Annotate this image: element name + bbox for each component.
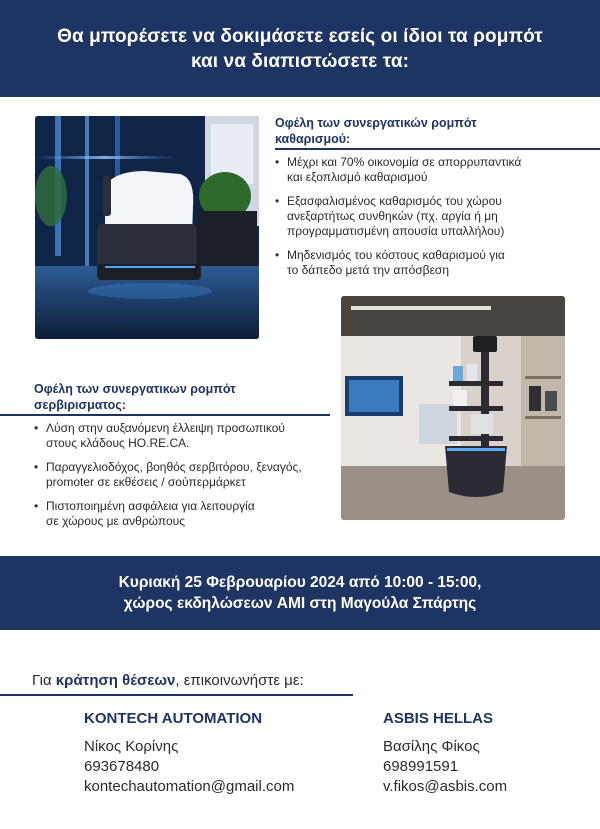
service-robot-photo: [341, 296, 565, 520]
bullet-text: προγραμματισμένη απουσία υπαλλήλου): [287, 224, 505, 238]
contact-highlight: κράτηση θέσεων: [55, 672, 176, 689]
list-item: [34, 460, 339, 490]
company-name: ASBIS HELLAS: [383, 710, 494, 727]
contact-phone[interactable]: 693678480: [84, 758, 160, 775]
contact-phone[interactable]: 698991591: [383, 758, 459, 775]
company-name: KONTECH AUTOMATION: [84, 710, 263, 727]
contact-person: Νίκος Κορίνης: [84, 738, 179, 755]
bullet-text: και εξοπλισμό καθαρισμού: [287, 170, 428, 184]
list-item: [275, 248, 575, 278]
serving-title-line-1: Οφέλη των συνεργατικων ρομπότ: [34, 382, 236, 396]
event-location: χώρος εκδηλώσεων AMI στη Μαγούλα Σπάρτης: [123, 595, 477, 612]
serving-title-underline: [0, 414, 330, 416]
serving-benefits-list: [34, 421, 339, 538]
bullet-text: • Μηδενισμός του κόστους καθαρισμού για: [287, 248, 505, 262]
bullet-text: • Εξασφαλισμένος καθαρισμός του χώρου: [287, 194, 502, 208]
bullet-text: • Πιστοποιημένη ασφάλεια για λειτουργία: [46, 499, 255, 513]
list-item: [34, 421, 339, 451]
bullet-text: • Παραγγελιοδόχος, βοηθός σερβιτόρου, ξεναγός,: [46, 460, 302, 474]
serving-title-line-2: σερβιρισματος:: [34, 398, 126, 412]
cleaning-title-underline: [275, 148, 600, 150]
contact-heading: [32, 672, 304, 689]
cleaning-benefits-title: [275, 115, 477, 147]
list-item: [275, 194, 575, 239]
bullet-text: στους κλάδους HO.RE.CA.: [46, 436, 190, 450]
company-asbis: [383, 709, 507, 797]
bullet-text: • Λύση στην αυξανόμενη έλλειψη προσωπικού: [46, 421, 285, 435]
event-banner: [0, 556, 600, 630]
contact-email[interactable]: kontechautomation@gmail.com: [84, 778, 295, 795]
contact-underline: [0, 694, 353, 696]
bullet-text: • Μέχρι και 70% οικονομία σε απορρυπαντικά: [287, 155, 522, 169]
contact-suffix: , επικοινωνήστε με:: [175, 672, 304, 689]
contact-person: Βασίλης Φίκος: [383, 738, 480, 755]
header-line-1: Θα μπορέσετε να δοκιμάσετε εσείς οι ίδιοι τα ρομπότ: [57, 25, 543, 47]
company-kontech: [84, 709, 294, 797]
bullet-text: το δάπεδο μετά την απόσβεση: [287, 263, 449, 277]
cleaning-title-line-2: καθαρισμού:: [275, 132, 351, 146]
contact-email[interactable]: v.fikos@asbis.com: [383, 778, 508, 795]
bullet-text: ανεξαρτήτως συνθηκών (πχ. αργία ή μη: [287, 209, 498, 223]
list-item: [275, 155, 575, 185]
contact-prefix: Για: [32, 672, 56, 689]
cleaning-robot-photo: [35, 116, 259, 339]
cleaning-benefits-list: [275, 155, 575, 287]
header-banner: [0, 0, 600, 97]
event-date-time: Κυριακή 25 Φεβρουαρίου 2024 από 10:00 - 15:00,: [118, 574, 482, 591]
header-line-2: και να διαπιστώσετε τα:: [190, 50, 410, 72]
list-item: [34, 499, 339, 529]
bullet-text: σε χώρους με ανθρώπους: [46, 514, 185, 528]
serving-benefits-title: [34, 381, 236, 413]
bullet-text: promoter σε εκθέσεις / σούπερμάρκετ: [46, 475, 246, 489]
cleaning-title-line-1: Οφέλη των συνεργατικών ρομπότ: [275, 116, 477, 130]
